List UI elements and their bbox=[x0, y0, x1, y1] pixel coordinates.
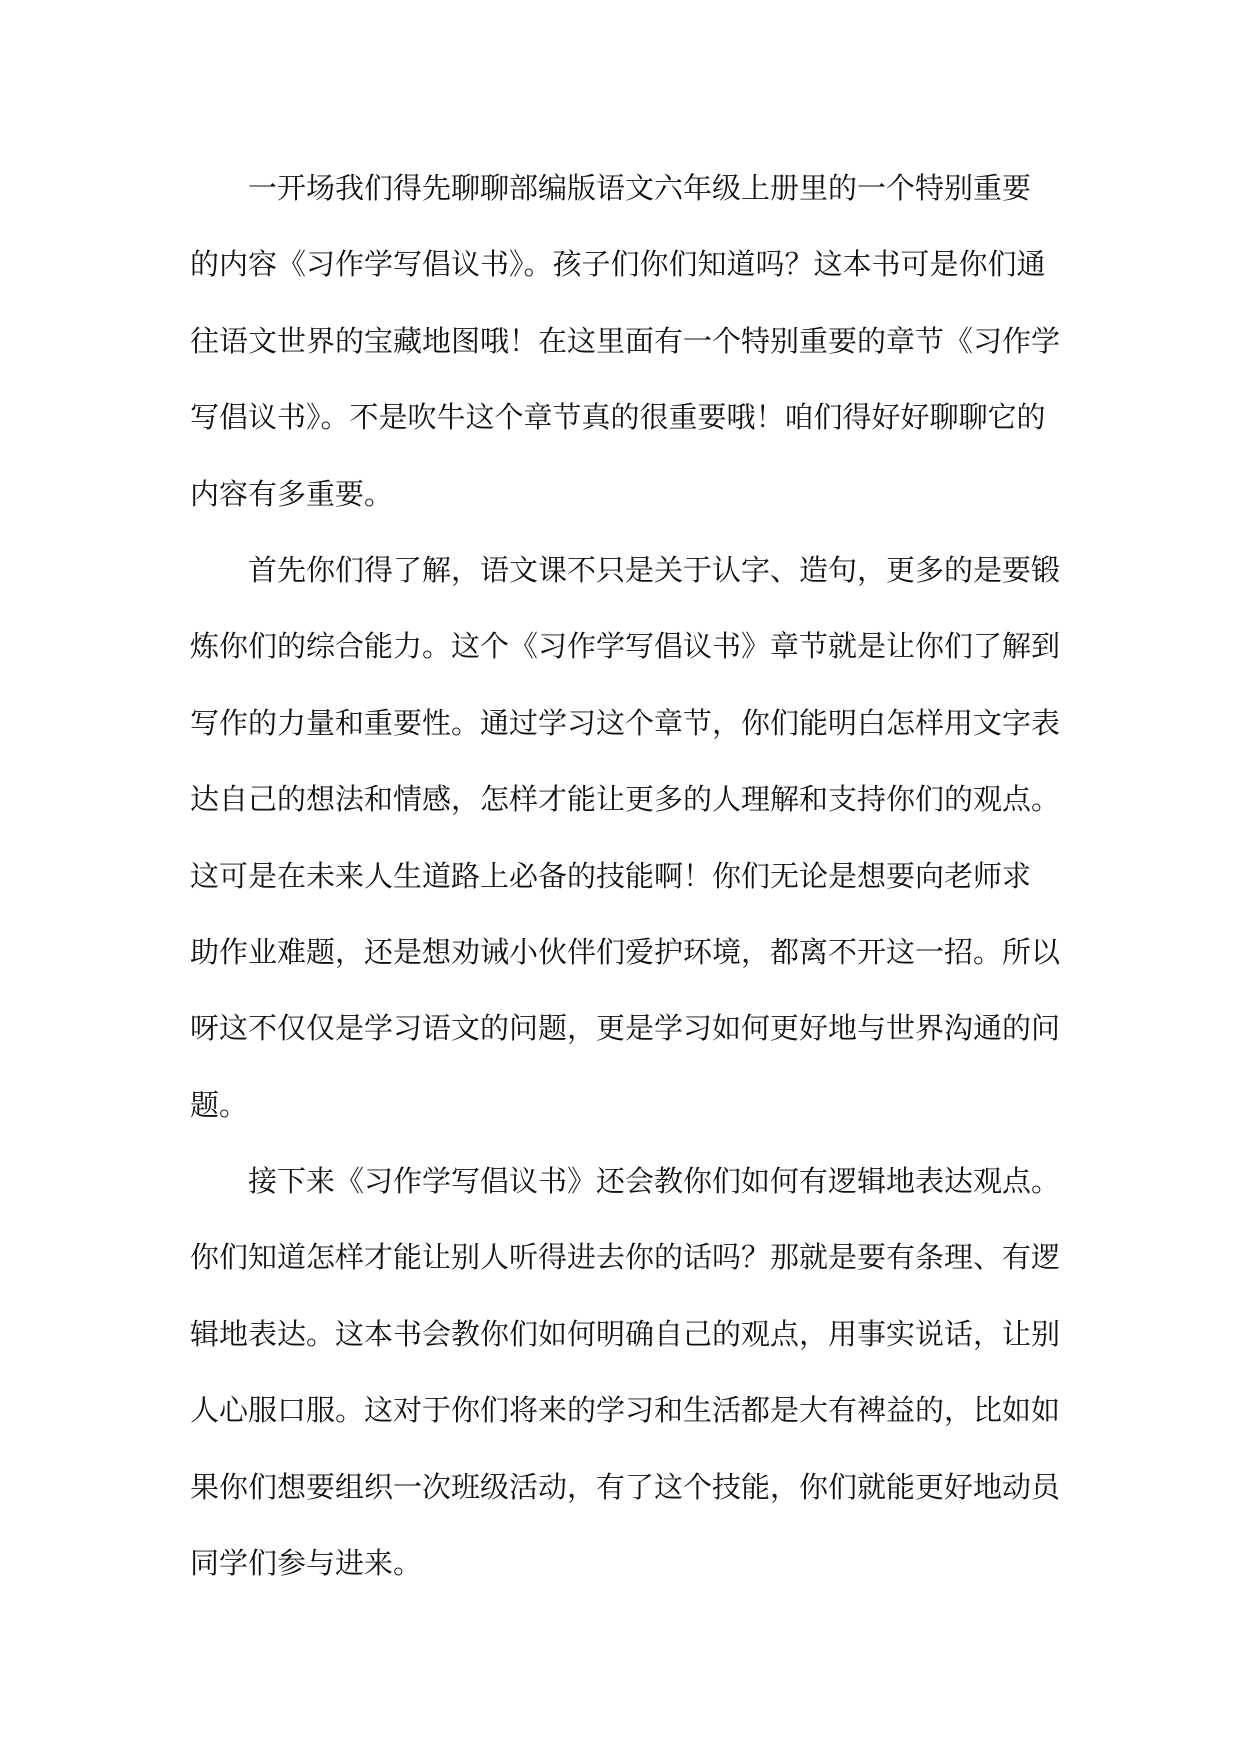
paragraph-2-line-3: 写作的力量和重要性。通过学习这个章节，你们能明白怎样用文字表 bbox=[190, 705, 1061, 740]
paragraph-3-line-1: 接下来《习作学写倡议书》还会教你们如何有逻辑地表达观点。 bbox=[248, 1164, 1061, 1199]
paragraph-2-line-4: 达自己的想法和情感，怎样才能让更多的人理解和支持你们的观点。 bbox=[190, 782, 1061, 817]
paragraph-2-line-1: 首先你们得了解，语文课不只是关于认字、造句，更多的是要锻 bbox=[248, 552, 1061, 587]
paragraph-3-line-5: 果你们想要组织一次班级活动，有了这个技能，你们就能更好地动员 bbox=[190, 1469, 1061, 1504]
paragraph-2-line-7: 呀这不仅仅是学习语文的问题，更是学习如何更好地与世界沟通的问 bbox=[190, 1011, 1061, 1046]
paragraph-1-line-3: 往语文世界的宝藏地图哦！在这里面有一个特别重要的章节《习作学 bbox=[190, 323, 1061, 358]
document-body bbox=[190, 150, 1060, 1601]
paragraph-3-line-6: 同学们参与进来。 bbox=[190, 1546, 423, 1581]
paragraph-2-line-6: 助作业难题，还是想劝诫小伙伴们爱护环境，都离不开这一招。所以 bbox=[190, 934, 1061, 969]
paragraph-1-line-4: 写倡议书》。不是吹牛这个章节真的很重要哦！咱们得好好聊聊它的 bbox=[190, 400, 1046, 435]
paragraph-1-line-5: 内容有多重要。 bbox=[190, 476, 394, 511]
paragraph-1-line-2: 的内容《习作学写倡议书》。孩子们你们知道吗？这本书可是你们通 bbox=[190, 247, 1046, 282]
paragraph-3-line-2: 你们知道怎样才能让别人听得进去你的话吗？那就是要有条理、有逻 bbox=[190, 1240, 1061, 1275]
paragraph-3-line-4: 人心服口服。这对于你们将来的学习和生活都是大有裨益的，比如如 bbox=[190, 1393, 1061, 1428]
paragraph-3-line-3: 辑地表达。这本书会教你们如何明确自己的观点，用事实说话，让别 bbox=[190, 1316, 1061, 1351]
paragraph-2-line-5: 这可是在未来人生道路上必备的技能啊！你们无论是想要向老师求 bbox=[190, 858, 1032, 893]
paragraph-1-line-1: 一开场我们得先聊聊部编版语文六年级上册里的一个特别重要 bbox=[248, 171, 1032, 205]
paragraph-2-line-8: 题。 bbox=[190, 1087, 249, 1122]
paragraph-2-line-2: 炼你们的综合能力。这个《习作学写倡议书》章节就是让你们了解到 bbox=[190, 629, 1061, 664]
